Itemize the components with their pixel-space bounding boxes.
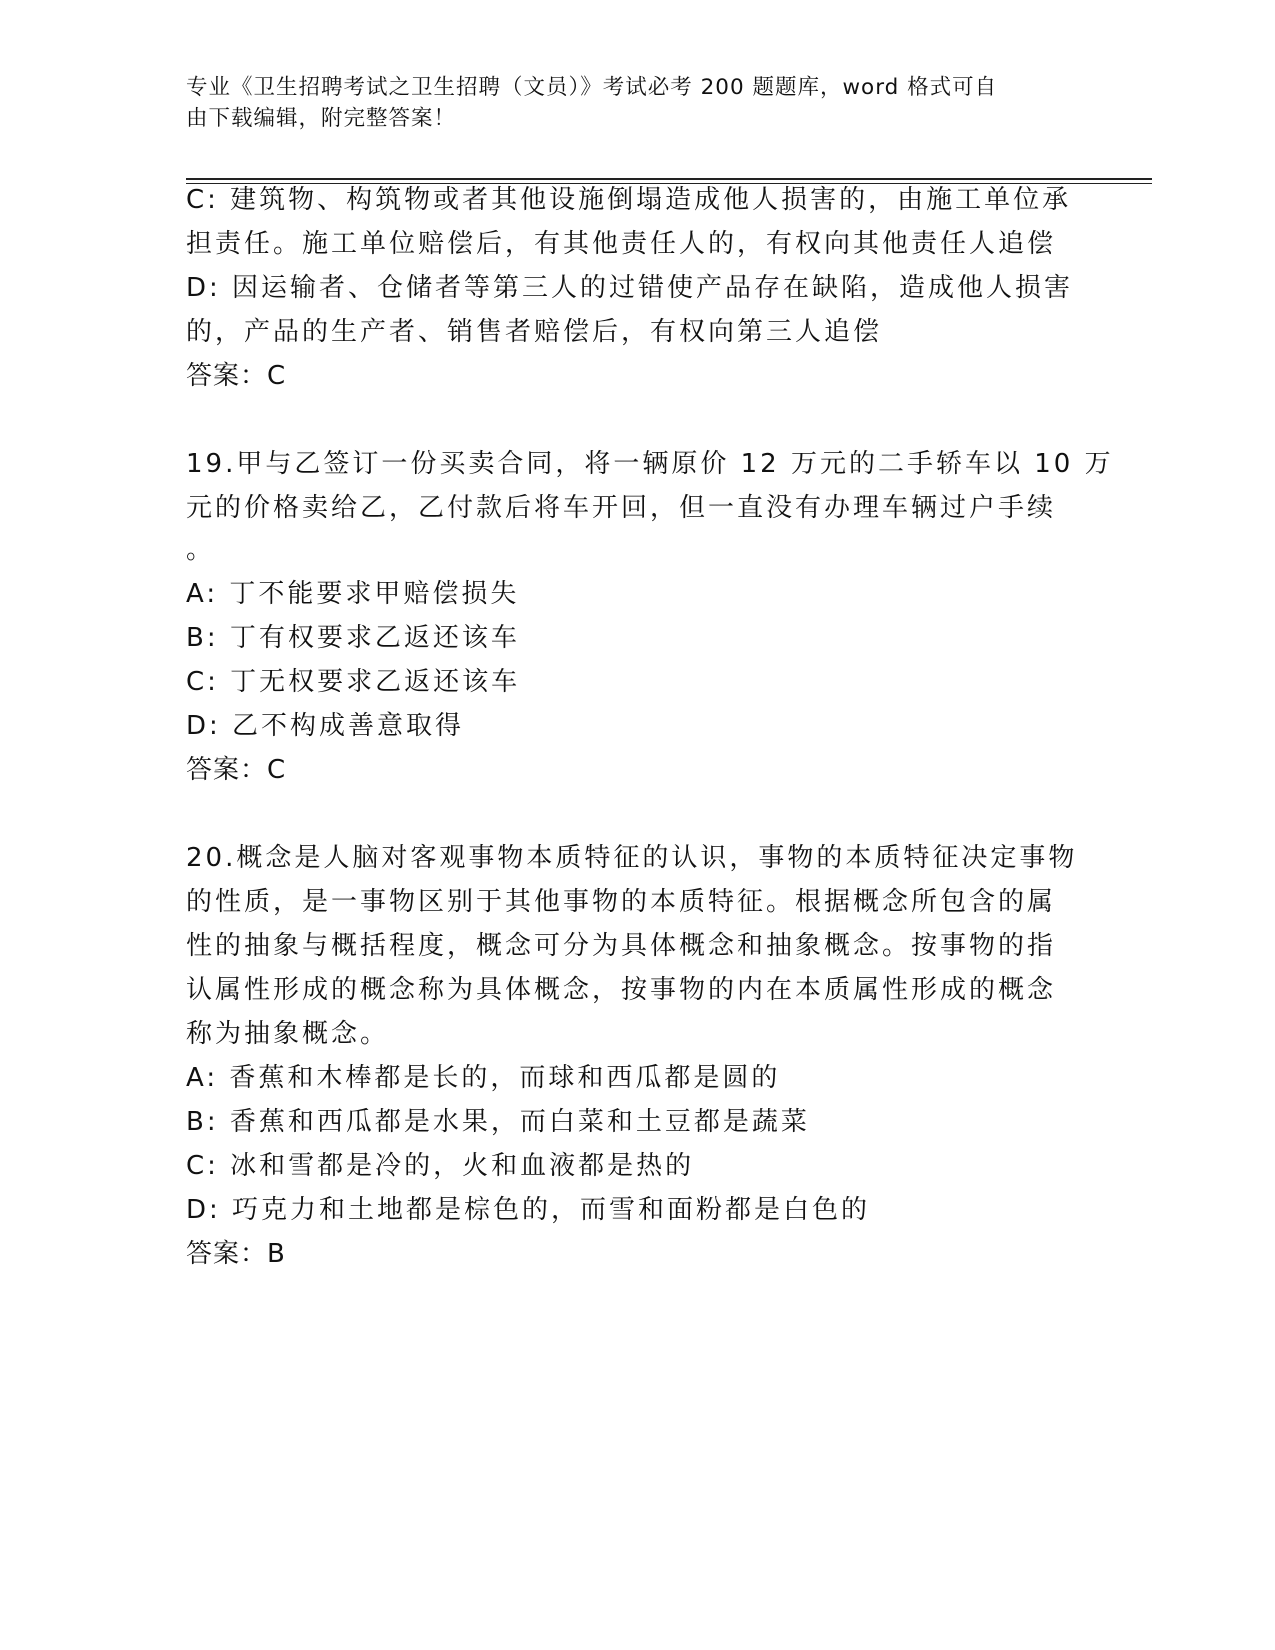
q20-option-d: D: 巧克力和土地都是棕色的，而雪和面粉都是白色的	[186, 1195, 871, 1225]
q20-stem-line-1: 20.概念是人脑对客观事物本质特征的认识，事物的本质特征决定事物	[186, 843, 1078, 873]
q18-option-d-line-2: 的，产品的生产者、销售者赔偿后，有权向第三人追偿	[186, 317, 883, 347]
q20-stem-line-3: 性的抽象与概括程度，概念可分为具体概念和抽象概念。按事物的指	[186, 931, 1057, 961]
q20-stem-line-4: 认属性形成的概念称为具体概念，按事物的内在本质属性形成的概念	[186, 975, 1057, 1005]
q20-stem-line-2: 的性质，是一事物区别于其他事物的本质特征。根据概念所包含的属	[186, 887, 1057, 917]
q19-stem-line-1: 19.甲与乙签订一份买卖合同，将一辆原价 12 万元的二手轿车以 10 万	[186, 449, 1114, 479]
q19-stem-line-2: 元的价格卖给乙，乙付款后将车开回，但一直没有办理车辆过户手续	[186, 493, 1057, 523]
q20-option-c: C: 冰和雪都是冷的，火和血液都是热的	[186, 1151, 695, 1181]
document-header	[186, 72, 1066, 134]
q19-answer: 答案：C	[186, 755, 287, 785]
q19-option-b: B: 丁有权要求乙返还该车	[186, 623, 520, 653]
q18-option-c-line-1: C: 建筑物、构筑物或者其他设施倒塌造成他人损害的，由施工单位承	[186, 185, 1072, 215]
q20-option-a: A: 香蕉和木棒都是长的，而球和西瓜都是圆的	[186, 1063, 781, 1093]
q20-option-b: B: 香蕉和西瓜都是水果，而白菜和土豆都是蔬菜	[186, 1107, 810, 1137]
header-title-line-1: 专业《卫生招聘考试之卫生招聘（文员）》考试必考 200 题题库，word 格式可自	[186, 75, 998, 100]
q20-answer: 答案：B	[186, 1239, 286, 1269]
q19-stem-line-3: 。	[186, 535, 216, 565]
q18-option-d-line-1: D: 因运输者、仓储者等第三人的过错使产品存在缺陷，造成他人损害	[186, 273, 1074, 303]
q18-option-c-line-2: 担责任。施工单位赔偿后，有其他责任人的，有权向其他责任人追偿	[186, 229, 1057, 259]
q19-option-c: C: 丁无权要求乙返还该车	[186, 667, 521, 697]
q19-option-a: A: 丁不能要求甲赔偿损失	[186, 579, 520, 609]
q18-answer: 答案：C	[186, 361, 287, 391]
q20-stem-line-5: 称为抽象概念。	[186, 1019, 390, 1049]
q19-option-d: D: 乙不构成善意取得	[186, 711, 465, 741]
header-divider-thick	[186, 178, 1152, 180]
header-title-line-2: 由下载编辑，附完整答案！	[186, 106, 457, 131]
